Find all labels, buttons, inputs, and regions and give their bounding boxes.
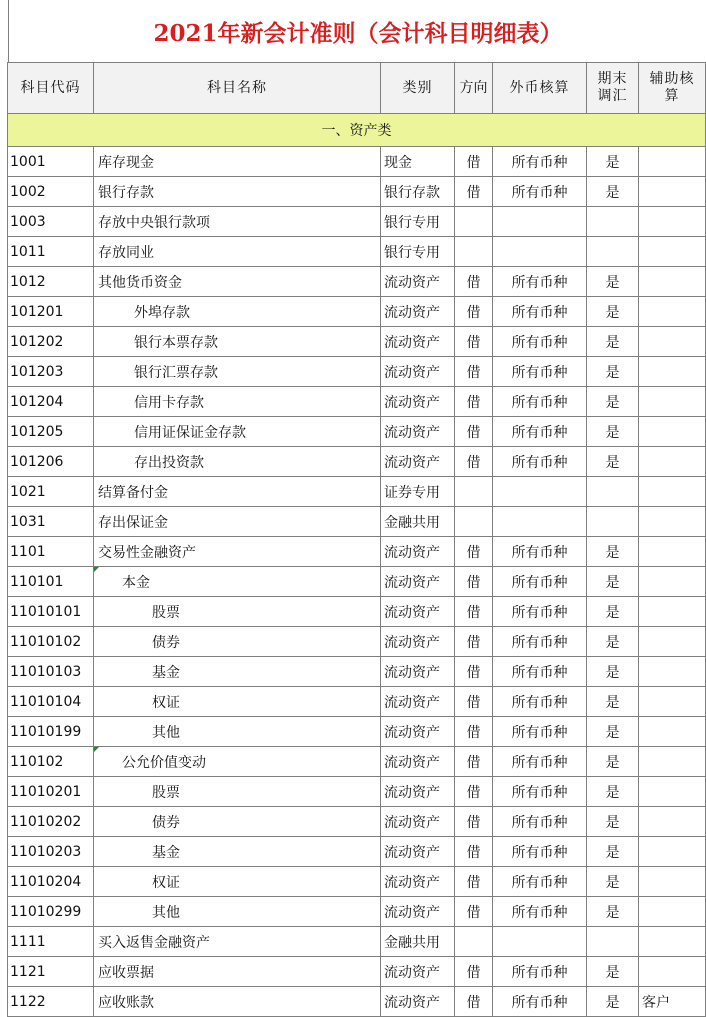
- cell-direction[interactable]: 借: [455, 597, 493, 627]
- cell-period-adjust[interactable]: 是: [587, 147, 639, 177]
- cell-direction[interactable]: 借: [455, 447, 493, 477]
- cell-category[interactable]: 流动资产: [381, 357, 455, 387]
- cell-category[interactable]: 流动资产: [381, 807, 455, 837]
- cell-auxiliary[interactable]: [639, 597, 706, 627]
- cell-foreign-currency[interactable]: [493, 477, 587, 507]
- table-row: [8, 597, 706, 627]
- table-row: [8, 387, 706, 417]
- cell-foreign-currency[interactable]: 所有币种: [493, 957, 587, 987]
- cell-category[interactable]: 流动资产: [381, 987, 455, 1017]
- cell-period-adjust[interactable]: 是: [587, 597, 639, 627]
- cell-category[interactable]: 流动资产: [381, 777, 455, 807]
- cell-category[interactable]: 流动资产: [381, 567, 455, 597]
- cell-period-adjust[interactable]: 是: [587, 177, 639, 207]
- cell-name[interactable]: 应收账款: [94, 987, 381, 1017]
- cell-category[interactable]: 流动资产: [381, 897, 455, 927]
- cell-foreign-currency[interactable]: [493, 927, 587, 957]
- table-row: [8, 987, 706, 1017]
- header-auxiliary[interactable]: 辅助核算: [639, 63, 706, 114]
- cell-period-adjust[interactable]: 是: [587, 327, 639, 357]
- cell-category[interactable]: 银行存款: [381, 177, 455, 207]
- cell-name[interactable]: 其他货币资金: [94, 267, 381, 297]
- table-row: [8, 897, 706, 927]
- cell-period-adjust[interactable]: 是: [587, 897, 639, 927]
- cell-auxiliary[interactable]: [639, 417, 706, 447]
- table-row: [8, 567, 706, 597]
- cell-period-adjust[interactable]: 是: [587, 537, 639, 567]
- cell-code[interactable]: 11010101: [8, 597, 94, 627]
- cell-auxiliary[interactable]: [639, 627, 706, 657]
- cell-direction[interactable]: 借: [455, 897, 493, 927]
- cell-auxiliary[interactable]: [639, 147, 706, 177]
- cell-foreign-currency[interactable]: 所有币种: [493, 657, 587, 687]
- cell-foreign-currency[interactable]: 所有币种: [493, 987, 587, 1017]
- cell-name[interactable]: 银行汇票存款: [94, 357, 381, 387]
- table-row: [8, 267, 706, 297]
- cell-auxiliary[interactable]: [639, 297, 706, 327]
- header-period-adjust[interactable]: 期末调汇: [587, 63, 639, 114]
- cell-period-adjust[interactable]: 是: [587, 777, 639, 807]
- cell-period-adjust[interactable]: [587, 927, 639, 957]
- cell-category[interactable]: 银行专用: [381, 207, 455, 237]
- table-row: [8, 747, 706, 777]
- cell-period-adjust[interactable]: [587, 237, 639, 267]
- table-row: [8, 237, 706, 267]
- cell-direction[interactable]: [455, 237, 493, 267]
- cell-auxiliary[interactable]: [639, 237, 706, 267]
- cell-foreign-currency[interactable]: 所有币种: [493, 267, 587, 297]
- cell-direction[interactable]: 借: [455, 747, 493, 777]
- cell-direction[interactable]: 借: [455, 657, 493, 687]
- cell-code[interactable]: 11010202: [8, 807, 94, 837]
- cell-category[interactable]: 流动资产: [381, 537, 455, 567]
- cell-period-adjust[interactable]: 是: [587, 747, 639, 777]
- cell-name[interactable]: 权证: [94, 867, 381, 897]
- cell-code[interactable]: 110102: [8, 747, 94, 777]
- cell-auxiliary[interactable]: [639, 807, 706, 837]
- cell-foreign-currency[interactable]: 所有币种: [493, 777, 587, 807]
- cell-category[interactable]: 流动资产: [381, 957, 455, 987]
- cell-direction[interactable]: 借: [455, 387, 493, 417]
- cell-name[interactable]: 存放中央银行款项: [94, 207, 381, 237]
- cell-category[interactable]: 流动资产: [381, 867, 455, 897]
- cell-direction[interactable]: 借: [455, 327, 493, 357]
- cell-code[interactable]: 110101: [8, 567, 94, 597]
- cell-code[interactable]: 11010102: [8, 627, 94, 657]
- cell-auxiliary[interactable]: [639, 747, 706, 777]
- table-row: [8, 507, 706, 537]
- cell-category[interactable]: 流动资产: [381, 717, 455, 747]
- table-row: [8, 147, 706, 177]
- cell-category[interactable]: 金融共用: [381, 927, 455, 957]
- cell-category[interactable]: 流动资产: [381, 417, 455, 447]
- cell-period-adjust[interactable]: 是: [587, 657, 639, 687]
- cell-auxiliary[interactable]: [639, 957, 706, 987]
- header-foreign-currency[interactable]: 外币核算: [493, 63, 587, 114]
- cell-category[interactable]: 现金: [381, 147, 455, 177]
- cell-code[interactable]: 11010201: [8, 777, 94, 807]
- cell-direction[interactable]: 借: [455, 567, 493, 597]
- cell-code[interactable]: 1101: [8, 537, 94, 567]
- cell-code[interactable]: 11010104: [8, 687, 94, 717]
- cell-period-adjust[interactable]: [587, 507, 639, 537]
- cell-period-adjust[interactable]: 是: [587, 387, 639, 417]
- cell-auxiliary[interactable]: [639, 897, 706, 927]
- cell-name[interactable]: 存放同业: [94, 237, 381, 267]
- cell-code[interactable]: 101204: [8, 387, 94, 417]
- cell-direction[interactable]: 借: [455, 297, 493, 327]
- cell-foreign-currency[interactable]: 所有币种: [493, 297, 587, 327]
- cell-period-adjust[interactable]: 是: [587, 417, 639, 447]
- table-row: [8, 627, 706, 657]
- cell-auxiliary[interactable]: [639, 447, 706, 477]
- cell-category[interactable]: 流动资产: [381, 597, 455, 627]
- cell-code[interactable]: 11010299: [8, 897, 94, 927]
- table-row: [8, 447, 706, 477]
- table-row: [8, 417, 706, 447]
- cell-auxiliary[interactable]: [639, 567, 706, 597]
- cell-period-adjust[interactable]: 是: [587, 867, 639, 897]
- cell-name[interactable]: 基金: [94, 837, 381, 867]
- cell-foreign-currency[interactable]: 所有币种: [493, 567, 587, 597]
- cell-period-adjust[interactable]: 是: [587, 837, 639, 867]
- cell-name[interactable]: 信用证保证金存款: [94, 417, 381, 447]
- cell-category[interactable]: 流动资产: [381, 447, 455, 477]
- cell-direction[interactable]: 借: [455, 417, 493, 447]
- table-row: [8, 537, 706, 567]
- header-category[interactable]: 类别: [381, 63, 455, 114]
- cell-code[interactable]: 11010103: [8, 657, 94, 687]
- cell-code[interactable]: 101205: [8, 417, 94, 447]
- cell-name[interactable]: 股票: [94, 597, 381, 627]
- table-row: [8, 657, 706, 687]
- table-row: [8, 477, 706, 507]
- table-row: [8, 327, 706, 357]
- cell-foreign-currency[interactable]: [493, 507, 587, 537]
- cell-category[interactable]: 流动资产: [381, 627, 455, 657]
- cell-auxiliary[interactable]: [639, 327, 706, 357]
- cell-category[interactable]: 银行专用: [381, 237, 455, 267]
- cell-category[interactable]: 流动资产: [381, 657, 455, 687]
- cell-direction[interactable]: 借: [455, 777, 493, 807]
- cell-period-adjust[interactable]: 是: [587, 627, 639, 657]
- header-code[interactable]: 科目代码: [8, 63, 94, 114]
- cell-name[interactable]: 买入返售金融资产: [94, 927, 381, 957]
- cell-direction[interactable]: 借: [455, 837, 493, 867]
- cell-code[interactable]: 1012: [8, 267, 94, 297]
- cell-period-adjust[interactable]: 是: [587, 567, 639, 597]
- cell-foreign-currency[interactable]: 所有币种: [493, 537, 587, 567]
- cell-foreign-currency[interactable]: 所有币种: [493, 597, 587, 627]
- cell-direction[interactable]: 借: [455, 357, 493, 387]
- cell-direction[interactable]: 借: [455, 537, 493, 567]
- cell-direction[interactable]: 借: [455, 807, 493, 837]
- cell-direction[interactable]: 借: [455, 867, 493, 897]
- cell-category[interactable]: 流动资产: [381, 837, 455, 867]
- cell-name[interactable]: 其他: [94, 897, 381, 927]
- cell-period-adjust[interactable]: 是: [587, 987, 639, 1017]
- cell-name[interactable]: 基金: [94, 657, 381, 687]
- cell-foreign-currency[interactable]: [493, 237, 587, 267]
- cell-code[interactable]: 101202: [8, 327, 94, 357]
- cell-direction[interactable]: 借: [455, 687, 493, 717]
- header-direction[interactable]: 方向: [455, 63, 493, 114]
- cell-foreign-currency[interactable]: 所有币种: [493, 147, 587, 177]
- cell-foreign-currency[interactable]: 所有币种: [493, 177, 587, 207]
- cell-category[interactable]: 流动资产: [381, 267, 455, 297]
- cell-auxiliary[interactable]: [639, 177, 706, 207]
- cell-foreign-currency[interactable]: 所有币种: [493, 627, 587, 657]
- cell-period-adjust[interactable]: 是: [587, 807, 639, 837]
- cell-period-adjust[interactable]: [587, 477, 639, 507]
- sheet-title: 2021年新会计准则（会计科目明细表）: [8, 0, 706, 62]
- cell-auxiliary[interactable]: [639, 867, 706, 897]
- table-row: [8, 807, 706, 837]
- cell-name[interactable]: 库存现金: [94, 147, 381, 177]
- cell-auxiliary[interactable]: [639, 267, 706, 297]
- cell-auxiliary[interactable]: [639, 837, 706, 867]
- cell-code[interactable]: 1001: [8, 147, 94, 177]
- table-row: [8, 837, 706, 867]
- cell-period-adjust[interactable]: 是: [587, 447, 639, 477]
- cell-category[interactable]: 流动资产: [381, 687, 455, 717]
- cell-code[interactable]: 1031: [8, 507, 94, 537]
- cell-name[interactable]: 本金: [94, 567, 381, 597]
- cell-foreign-currency[interactable]: 所有币种: [493, 387, 587, 417]
- cell-auxiliary[interactable]: [639, 717, 706, 747]
- cell-foreign-currency[interactable]: 所有币种: [493, 447, 587, 477]
- cell-category[interactable]: 证券专用: [381, 477, 455, 507]
- cell-period-adjust[interactable]: 是: [587, 297, 639, 327]
- cell-foreign-currency[interactable]: 所有币种: [493, 837, 587, 867]
- cell-name[interactable]: 股票: [94, 777, 381, 807]
- cell-name[interactable]: 债券: [94, 627, 381, 657]
- cell-foreign-currency[interactable]: 所有币种: [493, 717, 587, 747]
- cell-category[interactable]: 流动资产: [381, 327, 455, 357]
- cell-name[interactable]: 外埠存款: [94, 297, 381, 327]
- cell-foreign-currency[interactable]: 所有币种: [493, 327, 587, 357]
- cell-name[interactable]: 权证: [94, 687, 381, 717]
- cell-code[interactable]: 1002: [8, 177, 94, 207]
- cell-name[interactable]: 存出保证金: [94, 507, 381, 537]
- cell-name[interactable]: 应收票据: [94, 957, 381, 987]
- cell-auxiliary[interactable]: [639, 927, 706, 957]
- cell-auxiliary[interactable]: [639, 507, 706, 537]
- cell-name[interactable]: 其他: [94, 717, 381, 747]
- cell-name[interactable]: 银行存款: [94, 177, 381, 207]
- section-label[interactable]: 一、资产类: [8, 114, 706, 147]
- cell-name[interactable]: 银行本票存款: [94, 327, 381, 357]
- cell-category[interactable]: 金融共用: [381, 507, 455, 537]
- cell-name[interactable]: 存出投资款: [94, 447, 381, 477]
- table-row: [8, 927, 706, 957]
- cell-direction[interactable]: [455, 207, 493, 237]
- table-row: [8, 867, 706, 897]
- cell-direction[interactable]: [455, 477, 493, 507]
- table-row: [8, 717, 706, 747]
- cell-name[interactable]: 信用卡存款: [94, 387, 381, 417]
- cell-code[interactable]: 101201: [8, 297, 94, 327]
- cell-direction[interactable]: 借: [455, 267, 493, 297]
- cell-auxiliary[interactable]: [639, 687, 706, 717]
- cell-name[interactable]: 结算备付金: [94, 477, 381, 507]
- cell-direction[interactable]: 借: [455, 717, 493, 747]
- cell-direction[interactable]: [455, 507, 493, 537]
- cell-period-adjust[interactable]: 是: [587, 357, 639, 387]
- cell-code[interactable]: 1011: [8, 237, 94, 267]
- cell-category[interactable]: 流动资产: [381, 297, 455, 327]
- table-row: [8, 177, 706, 207]
- cell-period-adjust[interactable]: 是: [587, 957, 639, 987]
- cell-auxiliary[interactable]: [639, 777, 706, 807]
- cell-name[interactable]: 公允价值变动: [94, 747, 381, 777]
- table-row: [8, 687, 706, 717]
- cell-period-adjust[interactable]: 是: [587, 717, 639, 747]
- cell-name[interactable]: 债券: [94, 807, 381, 837]
- cell-direction[interactable]: 借: [455, 627, 493, 657]
- cell-code[interactable]: 11010203: [8, 837, 94, 867]
- cell-period-adjust[interactable]: 是: [587, 687, 639, 717]
- header-name[interactable]: 科目名称: [94, 63, 381, 114]
- cell-foreign-currency[interactable]: [493, 207, 587, 237]
- cell-code[interactable]: 101203: [8, 357, 94, 387]
- cell-foreign-currency[interactable]: 所有币种: [493, 357, 587, 387]
- cell-code[interactable]: 1003: [8, 207, 94, 237]
- cell-direction[interactable]: 借: [455, 177, 493, 207]
- cell-foreign-currency[interactable]: 所有币种: [493, 867, 587, 897]
- cell-auxiliary[interactable]: [639, 357, 706, 387]
- table-row: [8, 207, 706, 237]
- cell-category[interactable]: 流动资产: [381, 387, 455, 417]
- table-row: [8, 777, 706, 807]
- cell-period-adjust[interactable]: [587, 207, 639, 237]
- cell-foreign-currency[interactable]: 所有币种: [493, 807, 587, 837]
- cell-foreign-currency[interactable]: 所有币种: [493, 687, 587, 717]
- cell-direction[interactable]: 借: [455, 147, 493, 177]
- cell-code[interactable]: 1121: [8, 957, 94, 987]
- cell-foreign-currency[interactable]: 所有币种: [493, 897, 587, 927]
- cell-auxiliary[interactable]: [639, 477, 706, 507]
- account-table: [7, 62, 706, 1017]
- cell-name[interactable]: 交易性金融资产: [94, 537, 381, 567]
- cell-foreign-currency[interactable]: 所有币种: [493, 417, 587, 447]
- table-row: [8, 297, 706, 327]
- cell-foreign-currency[interactable]: 所有币种: [493, 747, 587, 777]
- cell-auxiliary[interactable]: 客户: [639, 987, 706, 1017]
- cell-period-adjust[interactable]: 是: [587, 267, 639, 297]
- cell-category[interactable]: 流动资产: [381, 747, 455, 777]
- cell-code[interactable]: 1122: [8, 987, 94, 1017]
- cell-direction[interactable]: [455, 927, 493, 957]
- cell-auxiliary[interactable]: [639, 207, 706, 237]
- section-row: [8, 114, 706, 147]
- cell-code[interactable]: 11010204: [8, 867, 94, 897]
- cell-code[interactable]: 1111: [8, 927, 94, 957]
- cell-auxiliary[interactable]: [639, 537, 706, 567]
- cell-auxiliary[interactable]: [639, 657, 706, 687]
- cell-direction[interactable]: 借: [455, 987, 493, 1017]
- cell-code[interactable]: 101206: [8, 447, 94, 477]
- cell-code[interactable]: 1021: [8, 477, 94, 507]
- table-row: [8, 957, 706, 987]
- table-row: [8, 357, 706, 387]
- header-row: [8, 63, 706, 114]
- cell-direction[interactable]: 借: [455, 957, 493, 987]
- cell-code[interactable]: 11010199: [8, 717, 94, 747]
- cell-auxiliary[interactable]: [639, 387, 706, 417]
